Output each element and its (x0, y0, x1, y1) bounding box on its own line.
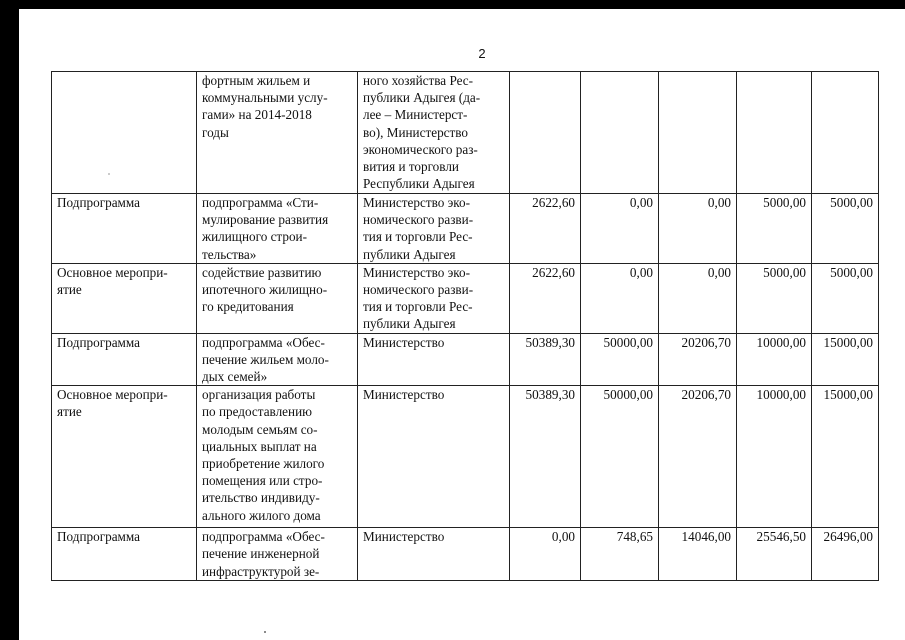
value-cell (737, 72, 812, 194)
category-cell-line: Подпрограмма (57, 195, 141, 210)
department-cell-line: Министерство эко- (363, 195, 470, 210)
category-cell-line: Основное меропри- (57, 387, 168, 403)
description-cell-line: помещения или стро- (202, 473, 323, 489)
description-cell (197, 72, 358, 194)
description-cell (197, 386, 358, 528)
category-cell-line: Основное меропри- (57, 264, 168, 280)
value-cell: 15000,00 (812, 386, 879, 528)
table-row (52, 386, 879, 528)
department-cell-line: Министерство (363, 334, 445, 350)
department-cell-line: Министерство (363, 387, 445, 403)
table-row (52, 528, 879, 581)
table-row (52, 263, 879, 333)
department-cell-line: публики Адыгея (да- (363, 90, 481, 106)
description-cell-line: коммунальными услу- (202, 90, 328, 106)
value-cell: 26496,00 (812, 528, 879, 581)
category-cell (52, 386, 197, 528)
value-cell: 20206,70 (659, 386, 737, 528)
value-cell: 0,00 (581, 194, 659, 264)
department-cell (358, 528, 510, 581)
description-cell (197, 194, 358, 264)
value-cell: 14046,00 (659, 528, 737, 581)
department-cell (358, 386, 510, 528)
department-cell (358, 333, 510, 386)
scan-border-top (0, 0, 905, 9)
category-cell-line: ятие (57, 404, 82, 420)
page-number: 2 (478, 46, 486, 61)
category-cell (52, 528, 197, 581)
value-cell: 2622,60 (510, 194, 581, 264)
value-cell: 0,00 (659, 194, 737, 264)
value-cell: 50000,00 (581, 333, 659, 386)
department-cell (358, 72, 510, 194)
description-cell-line: инфраструктурой зе- (202, 563, 320, 579)
department-cell-line: тия и торговли Рес- (363, 299, 473, 315)
value-cell: 0,00 (659, 263, 737, 333)
description-cell-line: жилищного строи- (202, 229, 307, 245)
category-cell-line: Подпрограмма (57, 334, 141, 350)
description-cell-line: циальных выплат на (202, 438, 317, 454)
table-row (52, 194, 879, 264)
description-cell-line: подпрограмма «Сти- (202, 195, 319, 210)
value-cell (812, 72, 879, 194)
value-cell: 50389,30 (510, 333, 581, 386)
department-cell-line: лее – Министерст- (363, 107, 468, 123)
description-cell-line: подпрограмма «Обес- (202, 529, 325, 545)
description-cell-line: приобретение жилого (202, 456, 325, 472)
value-cell: 748,65 (581, 528, 659, 581)
category-cell (52, 194, 197, 264)
description-cell-line: молодым семьям со- (202, 421, 318, 437)
description-cell-line: го кредитования (202, 299, 294, 315)
department-cell-line: номического разви- (363, 212, 474, 228)
description-cell (197, 263, 358, 333)
description-cell-line: печение жильем моло- (202, 351, 329, 367)
description-cell-line: годы (202, 124, 229, 140)
scan-border-left (0, 0, 19, 640)
description-cell (197, 333, 358, 386)
department-cell-line: ного хозяйства Рес- (363, 73, 474, 88)
department-cell-line: публики Адыгея (363, 316, 456, 332)
description-cell-line: ального жилого дома (202, 507, 321, 523)
description-cell-line: фортным жильем и (202, 73, 311, 88)
category-cell-line: ятие (57, 282, 82, 298)
table-row (52, 72, 879, 194)
description-cell (197, 528, 358, 581)
value-cell: 10000,00 (737, 333, 812, 386)
value-cell: 10000,00 (737, 386, 812, 528)
department-cell-line: Министерство эко- (363, 264, 470, 280)
value-cell: 5000,00 (812, 263, 879, 333)
value-cell: 15000,00 (812, 333, 879, 386)
description-cell-line: печение инженерной (202, 546, 320, 562)
department-cell-line: во), Министерство (363, 124, 469, 140)
department-cell-line: номического разви- (363, 282, 474, 298)
department-cell-line: Республики Адыгея (363, 176, 475, 192)
description-cell-line: по предоставлению (202, 404, 312, 420)
value-cell: 2622,60 (510, 263, 581, 333)
description-cell-line: мулирование развития (202, 212, 329, 228)
description-cell-line: организация работы (202, 387, 316, 403)
description-cell-line: ительство индивиду- (202, 490, 320, 506)
value-cell: 0,00 (581, 263, 659, 333)
description-cell-line: содействие развитию (202, 264, 322, 280)
department-cell-line: тия и торговли Рес- (363, 229, 473, 245)
table-row (52, 333, 879, 386)
value-cell: 0,00 (510, 528, 581, 581)
value-cell: 50389,30 (510, 386, 581, 528)
department-cell-line: публики Адыгея (363, 246, 456, 262)
description-cell-line: тельства» (202, 246, 257, 262)
department-cell (358, 194, 510, 264)
description-cell-line: подпрограмма «Обес- (202, 334, 325, 350)
value-cell: 20206,70 (659, 333, 737, 386)
value-cell: 25546,50 (737, 528, 812, 581)
value-cell: 5000,00 (812, 194, 879, 264)
value-cell (510, 72, 581, 194)
department-cell (358, 263, 510, 333)
value-cell: 50000,00 (581, 386, 659, 528)
program-table (51, 71, 879, 581)
department-cell-line: вития и торговли (363, 159, 459, 175)
department-cell-line: экономического раз- (363, 141, 478, 157)
scan-speck (264, 631, 266, 633)
description-cell-line: дых семей» (202, 369, 268, 385)
category-cell (52, 263, 197, 333)
value-cell: 5000,00 (737, 263, 812, 333)
department-cell-line: Министерство (363, 529, 445, 545)
description-cell-line: гами» на 2014-2018 (202, 107, 312, 123)
value-cell (581, 72, 659, 194)
category-cell-line: Подпрограмма (57, 529, 141, 545)
category-cell (52, 72, 197, 194)
value-cell (659, 72, 737, 194)
description-cell-line: ипотечного жилищно- (202, 282, 328, 298)
value-cell: 5000,00 (737, 194, 812, 264)
category-cell (52, 333, 197, 386)
scan-speck (108, 173, 110, 175)
